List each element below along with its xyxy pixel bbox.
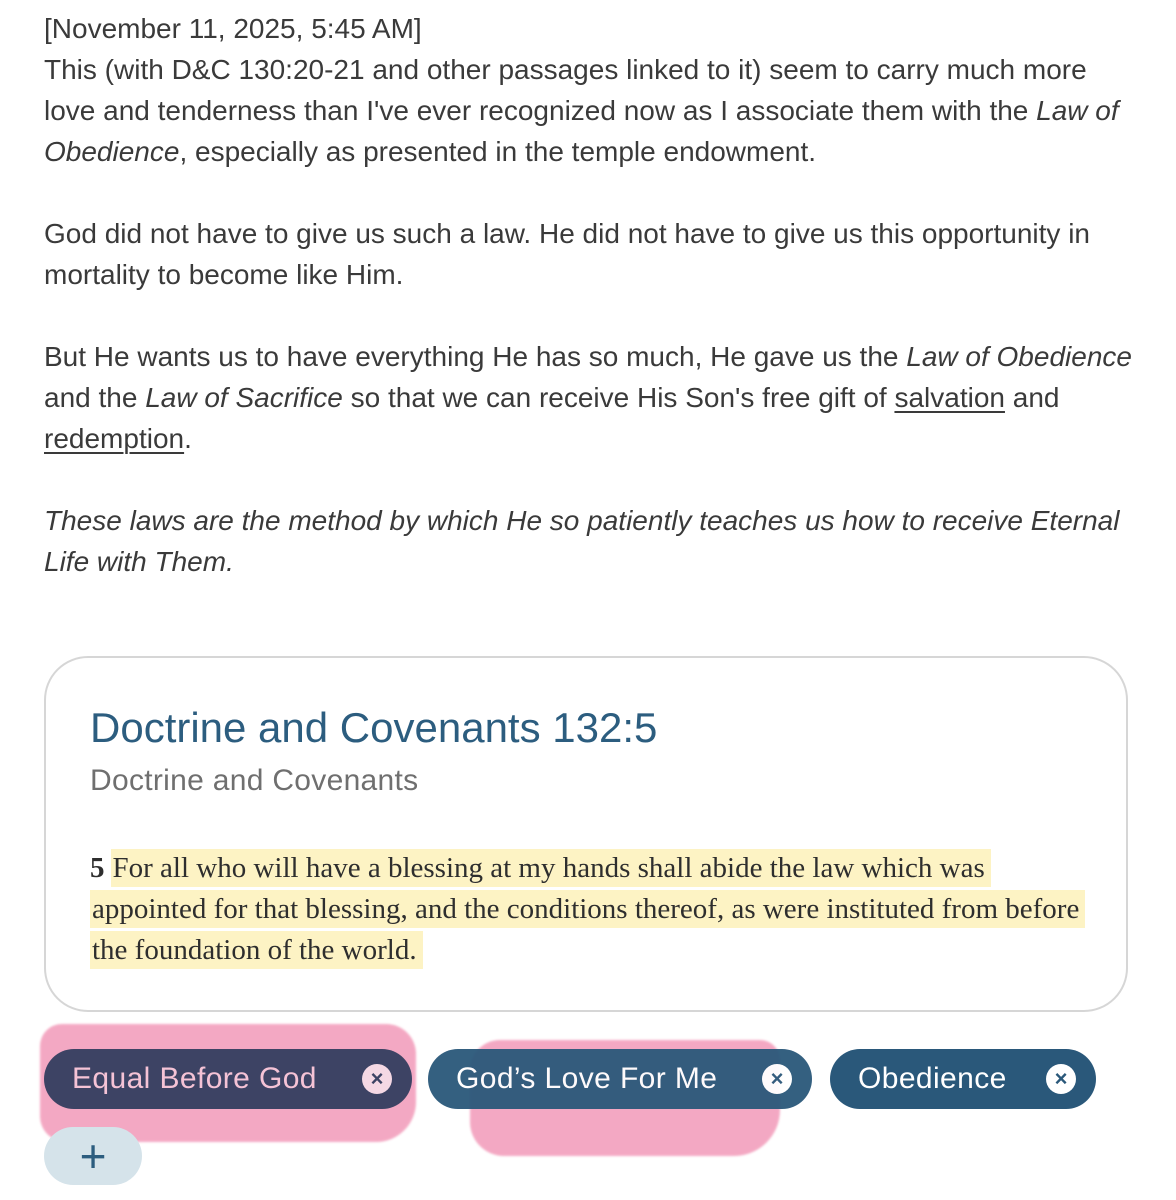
close-icon[interactable]: × — [762, 1064, 792, 1094]
note-text: But He wants us to have everything He has so much, He gave us the — [44, 341, 907, 372]
tag-label: Obedience — [858, 1062, 1007, 1095]
verse-number: 5 — [90, 852, 105, 884]
note-italic: Law of Obedience — [906, 341, 1132, 372]
note-paragraph-2: God did not have to give us such a law. He did not have to give us this opportunity in mortality to become like Him. — [44, 218, 1090, 290]
scripture-reference-title: Doctrine and Covenants 132:5 — [90, 704, 658, 751]
note-timestamp: [November 11, 2025, 5:45 AM] — [44, 13, 422, 44]
note-paragraph-1 — [44, 49, 1134, 172]
note-text: so that we can receive His Son's free gift of — [342, 382, 895, 413]
tag-label: God’s Love For Me — [456, 1062, 718, 1095]
tag-gods-love-for-me[interactable] — [428, 1049, 812, 1109]
note-paragraph-3 — [44, 336, 1134, 459]
note-italic: These laws are the method by which He so patiently teaches us how to receive Eternal Life with Them. — [44, 505, 1120, 577]
note-italic: Law of Sacrifice — [145, 382, 343, 413]
tag-label: Equal Before God — [72, 1062, 317, 1095]
highlighted-verse: For all who will have a blessing at my hands shall abide the law which was appointed for that blessing, and the conditions thereof, as were instituted from before the foundation of the world. — [90, 849, 1085, 969]
note-text: , especially as presented in the temple endowment. — [179, 136, 817, 167]
note-text: This (with D&C 130:20-21 and other passages linked to it) seem to carry much more love and tenderness than I've ever recognized now as I associate them with the — [44, 54, 1087, 126]
scripture-card[interactable] — [44, 656, 1128, 1012]
salvation-link[interactable]: salvation — [894, 382, 1005, 413]
tag-obedience[interactable] — [830, 1049, 1096, 1109]
note-text: . — [184, 423, 192, 454]
tag-equal-before-god[interactable] — [44, 1049, 412, 1109]
close-icon[interactable]: × — [362, 1064, 392, 1094]
close-icon[interactable]: × — [1046, 1064, 1076, 1094]
plus-icon: + — [79, 1130, 107, 1182]
note-paragraph-4 — [44, 500, 1134, 582]
note-text: and — [1004, 382, 1060, 413]
verse-text — [90, 848, 1090, 971]
scripture-book-subtitle: Doctrine and Covenants — [90, 764, 419, 797]
add-tag-button[interactable] — [44, 1127, 142, 1185]
note-text: and the — [44, 382, 146, 413]
note-body — [44, 8, 1134, 582]
note-italic: Law of Obedience — [44, 95, 1119, 167]
redemption-link[interactable]: redemption — [44, 423, 185, 454]
